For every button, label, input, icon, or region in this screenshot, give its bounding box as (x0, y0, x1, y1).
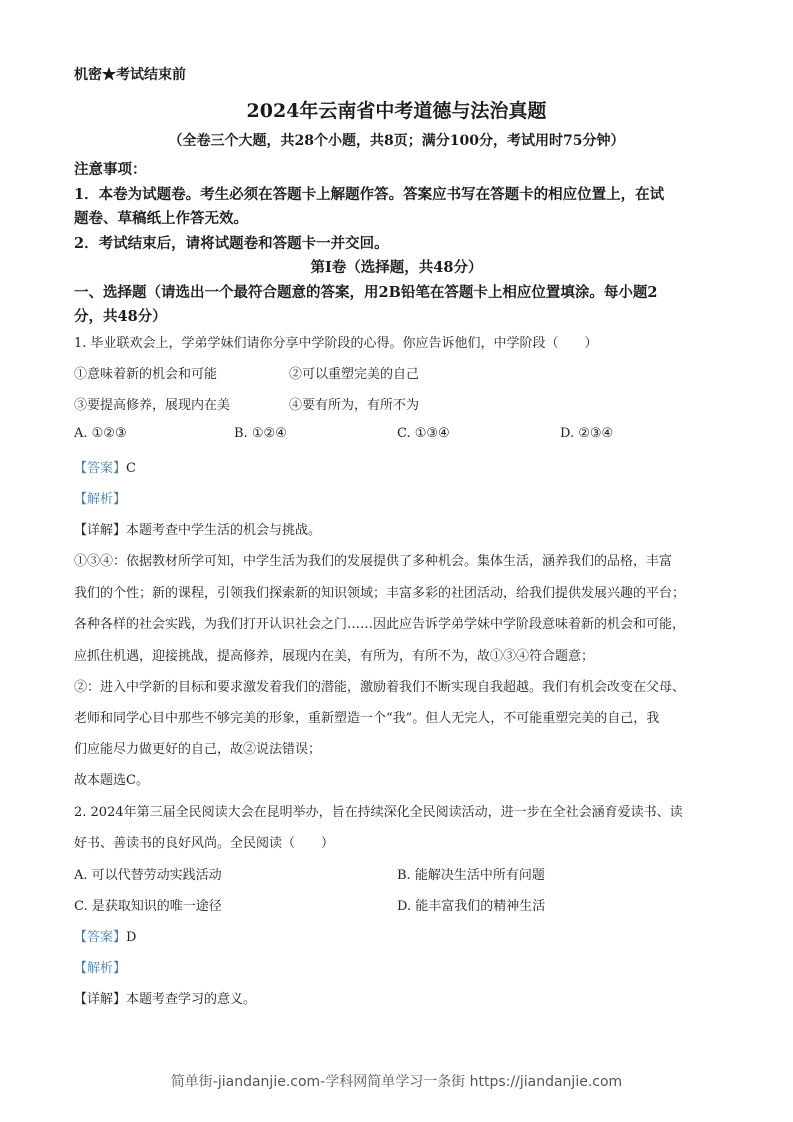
q1-option-c: C. ①③④ (397, 426, 450, 441)
answer-label: 【答案】 (74, 930, 127, 945)
q2-option-d: D. 能丰富我们的精神生活 (397, 899, 546, 914)
question-2-stem-cont: 好书、善读书的良好风尚。全民阅读（ ） (74, 836, 335, 851)
q1-statement-3: ③要提高修养，展现内在美 (74, 398, 231, 413)
q1-detail-line: 应抓住机遇，迎接挑战，提高修养，展现内在美，有所为，有所不为，故①③④符合题意； (74, 649, 595, 664)
q1-detail-line: ②：进入中学新的目标和要求激发着我们的潜能，激励着我们不断实现自我超越。我们有机会改变在父母、 (74, 680, 686, 695)
q1-detail-line: 们应能尽力做更好的自己，故②说法错误； (74, 742, 322, 757)
q1-statement-1: ①意味着新的机会和可能 (74, 367, 218, 382)
q1-detail-line: 各种各样的社会实践，为我们打开认识社会之门……因此应告诉学弟学妹中学阶段意味着新的机会和可能， (74, 617, 686, 632)
q1-detail-line: 老师和同学心目中那些不够完美的形象，重新塑造一个“我”。但人无完人，不可能重塑完美的自己，我 (74, 711, 660, 726)
q2-detail-line: 【详解】本题考查学习的意义。 (74, 992, 257, 1007)
notice-item-1-cont: 题卷、草稿纸上作答无效。 (74, 210, 248, 227)
section-instruction: 一、选择题（请选出一个最符合题意的答案，用2B铅笔在答题卡上相应位置填涂。每小题2 (74, 284, 658, 301)
page-title: 2024年云南省中考道德与法治真题 (246, 100, 547, 122)
q1-option-d: D. ②③④ (560, 426, 614, 441)
notice-heading: 注意事项： (74, 161, 147, 178)
answer-value: D (126, 930, 137, 945)
section-instruction-cont: 分，共48分） (74, 308, 167, 325)
answer-value: C (126, 461, 136, 476)
q2-option-b: B. 能解决生活中所有问题 (397, 868, 545, 883)
confidential-label: 机密★考试结束前 (74, 67, 186, 83)
notice-item-1: 1．本卷为试题卷。考生必须在答题卡上解题作答。答案应书写在答题卡的相应位置上，在试 (74, 186, 665, 203)
q1-analysis-label: 【解析】 (74, 492, 127, 507)
q1-detail-line: ①③④：依据教材所学可知，中学生活为我们的发展提供了多种机会。集体生活，涵养我们的品格，丰富 (74, 554, 673, 569)
notice-item-2: 2．考试结束后，请将试题卷和答题卡一并交回。 (74, 235, 389, 252)
q2-answer (74, 926, 136, 945)
q1-statement-4: ④要有所为，有所不为 (289, 398, 420, 413)
q1-option-b: B. ①②④ (234, 426, 287, 441)
q1-detail-line: 我们的个性；新的课程，引领我们探索新的知识领域；丰富多彩的社团活动，给我们提供发展兴趣的平台； (74, 586, 686, 601)
q1-detail-line: 故本题选C。 (74, 773, 149, 788)
q1-statement-2: ②可以重塑完美的自己 (289, 367, 420, 382)
footer-watermark: 简单街-jiandanjie.com-学科网简单学习一条街 https://jiandanjie.com (170, 1074, 623, 1090)
q1-detail-line: 【详解】本题考查中学生活的机会与挑战。 (74, 523, 322, 538)
answer-label: 【答案】 (74, 461, 127, 476)
question-2-stem: 2. 2024年第三届全民阅读大会在昆明举办，旨在持续深化全民阅读活动，进一步在全社会涵育爱读书、读 (74, 805, 683, 820)
q2-analysis-label: 【解析】 (74, 961, 127, 976)
q1-answer (74, 457, 136, 476)
q2-option-a: A. 可以代替劳动实践活动 (74, 868, 222, 883)
q2-option-c: C. 是获取知识的唯一途径 (74, 899, 222, 914)
question-1-stem: 1. 毕业联欢会上，学弟学妹们请你分享中学阶段的心得。你应告诉他们，中学阶段（ ） (74, 336, 598, 351)
q1-option-a: A. ①②③ (74, 426, 127, 441)
part-title: 第Ⅰ卷（选择题，共48分） (310, 259, 483, 276)
page-subtitle: （全卷三个大题，共28个小题，共8页；满分100分，考试用时75分钟） (168, 133, 625, 149)
